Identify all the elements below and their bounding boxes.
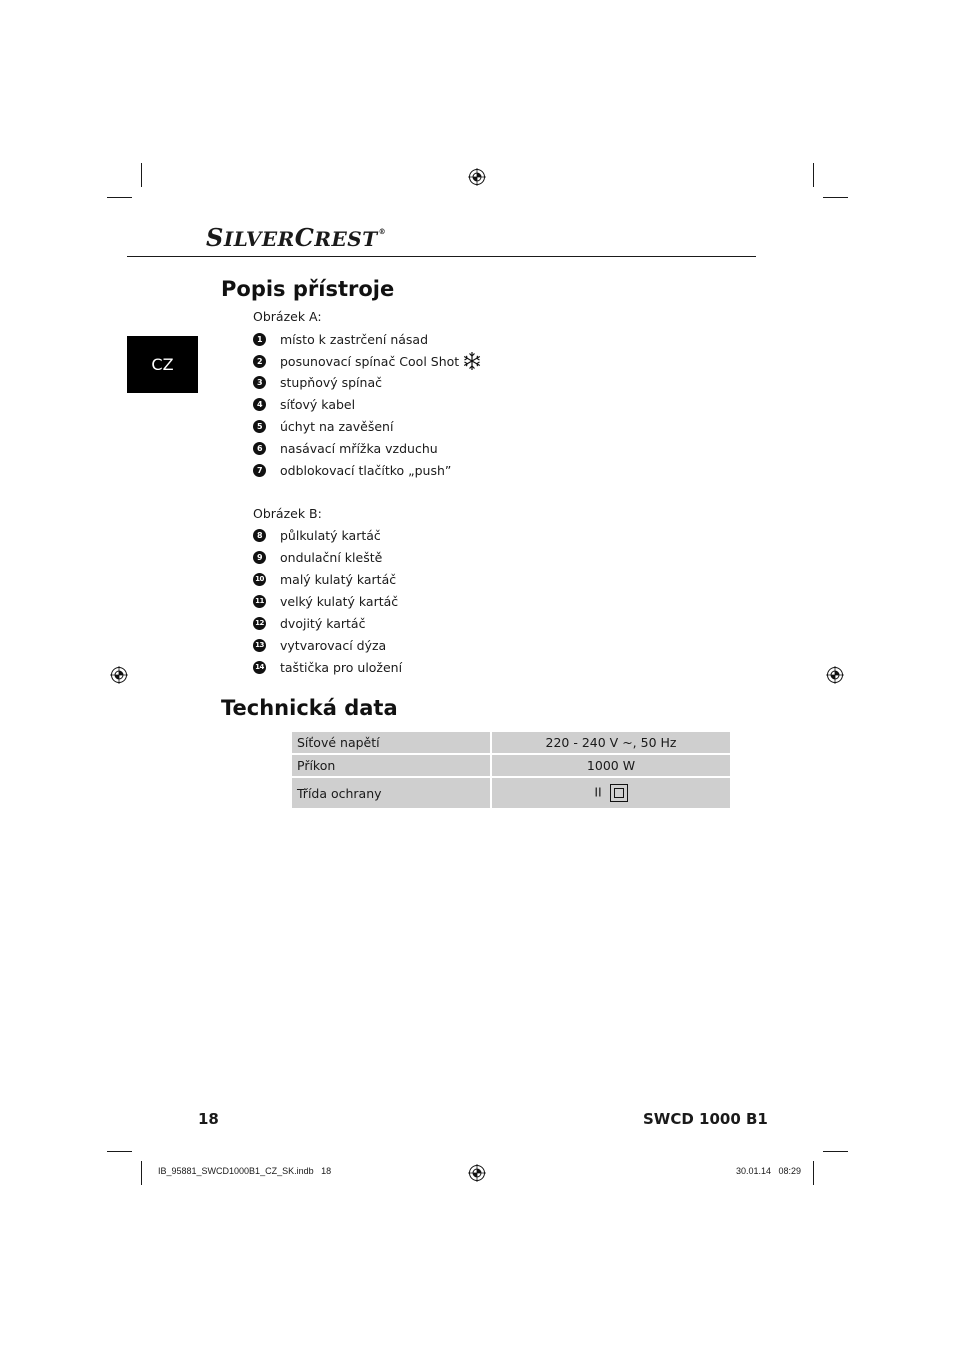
brand-logo: SILVERCREST®: [206, 223, 387, 252]
item-text: síťový kabel: [280, 396, 356, 412]
list-item: [253, 353, 482, 369]
protection-class-value: II: [594, 784, 602, 800]
item-number: 13: [253, 639, 266, 652]
registration-mark-icon: [826, 666, 844, 684]
crop-mark: [823, 197, 848, 198]
item-text: půlkulatý kartáč: [280, 527, 381, 543]
item-text: malý kulatý kartáč: [280, 571, 397, 587]
table-cell-value: [492, 778, 730, 808]
item-text: dvojitý kartáč: [280, 615, 366, 631]
list-item: [253, 549, 382, 565]
item-number: 4: [253, 398, 266, 411]
table-cell-value: 1000 W: [492, 755, 730, 776]
crop-mark: [823, 1151, 848, 1152]
item-number: 2: [253, 355, 266, 368]
item-number: 12: [253, 617, 266, 630]
item-number: 7: [253, 464, 266, 477]
list-item: [253, 396, 355, 412]
item-text: nasávací mřížka vzduchu: [280, 440, 438, 456]
item-text: úchyt na zavěšení: [280, 418, 394, 434]
tech-data-table: [290, 730, 732, 810]
list-item: [253, 659, 402, 675]
item-text: stupňový spínač: [280, 374, 382, 390]
list-item: [253, 593, 398, 609]
crop-mark: [141, 1161, 142, 1185]
double-insulation-icon: [610, 784, 628, 802]
crop-mark: [813, 1161, 814, 1185]
item-text: ondulační kleště: [280, 549, 383, 565]
language-tab: CZ: [127, 336, 198, 393]
list-item: [253, 571, 396, 587]
list-item: [253, 374, 382, 390]
list-item: [253, 527, 381, 543]
print-slug-file: IB_95881_SWCD1000B1_CZ_SK.indb 18: [158, 1166, 332, 1176]
table-cell-label: Třída ochrany: [292, 778, 490, 808]
header-rule: [127, 256, 756, 257]
table-cell-value: 220 - 240 V ~, 50 Hz: [492, 732, 730, 753]
list-item: [253, 462, 451, 478]
item-text: taštička pro uložení: [280, 659, 403, 675]
item-number: 11: [253, 595, 266, 608]
figure-b-label: Obrázek B:: [253, 506, 322, 521]
item-text: vytvarovací dýza: [280, 637, 387, 653]
registration-mark-icon: [110, 666, 128, 684]
list-item: [253, 637, 386, 653]
print-slug-date: 30.01.14 08:29: [736, 1166, 802, 1176]
crop-mark: [813, 163, 814, 187]
item-text: odblokovací tlačítko „push”: [280, 462, 452, 478]
table-cell-label: Síťové napětí: [292, 732, 490, 753]
crop-mark: [107, 197, 132, 198]
list-item: [253, 440, 438, 456]
crop-mark: [107, 1151, 132, 1152]
item-number: 10: [253, 573, 266, 586]
item-number: 3: [253, 376, 266, 389]
snowflake-icon: [462, 351, 482, 371]
item-text: místo k zastrčení násad: [280, 331, 429, 347]
section-title-description: Popis přístroje: [221, 277, 395, 301]
item-text: posunovací spínač Cool Shot: [280, 353, 460, 369]
item-number: 1: [253, 333, 266, 346]
table-cell-label: Příkon: [292, 755, 490, 776]
item-text: velký kulatý kartáč: [280, 593, 399, 609]
item-number: 9: [253, 551, 266, 564]
figure-a-label: Obrázek A:: [253, 309, 322, 324]
item-number: 5: [253, 420, 266, 433]
table-row: [292, 755, 730, 776]
registration-mark-icon: [468, 1164, 486, 1182]
crop-mark: [141, 163, 142, 187]
table-row: [292, 778, 730, 808]
item-number: 6: [253, 442, 266, 455]
list-item: [253, 615, 365, 631]
registration-mark-icon: [468, 168, 486, 186]
section-title-tech: Technická data: [221, 696, 398, 720]
item-number: 14: [253, 661, 266, 674]
item-number: 8: [253, 529, 266, 542]
page-number: 18: [198, 1110, 219, 1128]
model-name: SWCD 1000 B1: [643, 1110, 768, 1128]
list-item: [253, 331, 428, 347]
list-item: [253, 418, 393, 434]
table-row: [292, 732, 730, 753]
